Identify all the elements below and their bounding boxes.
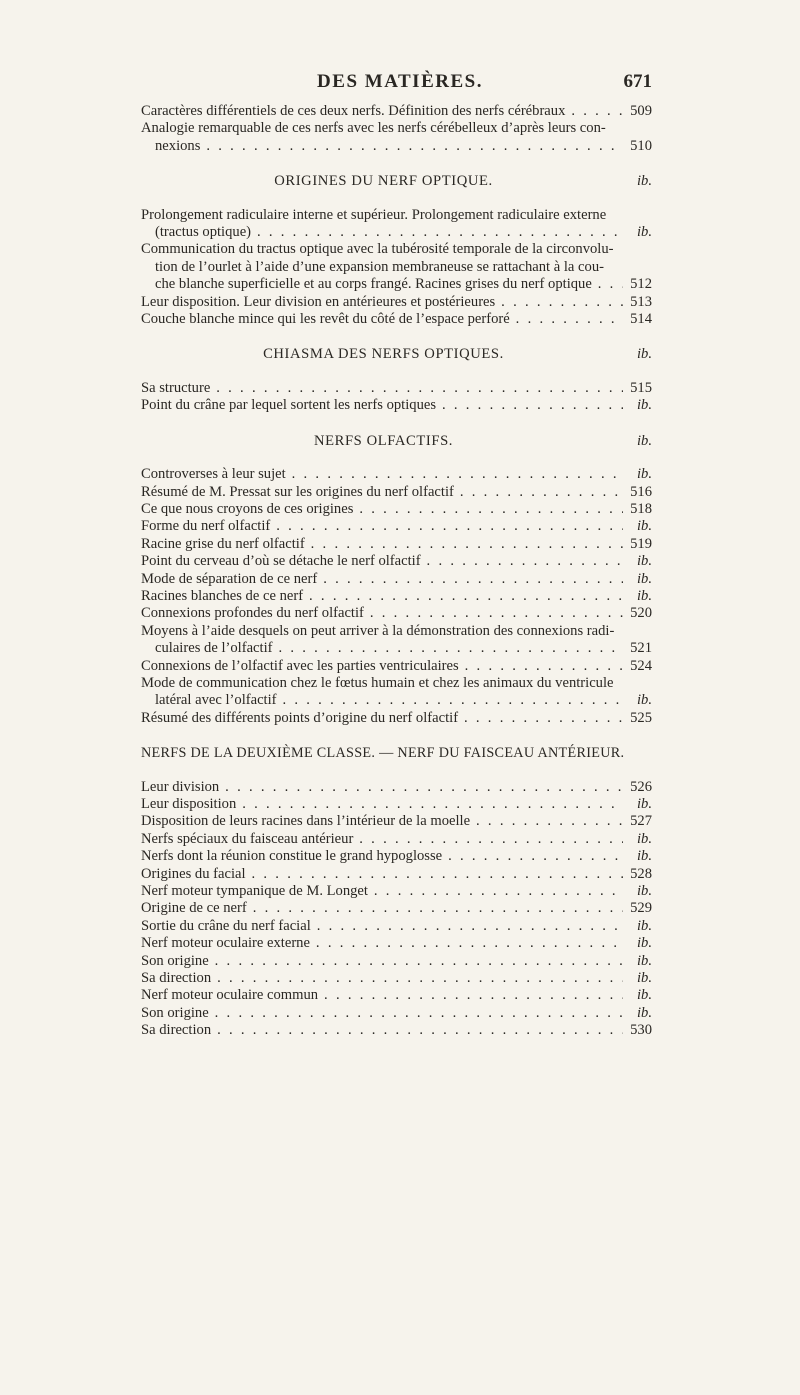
- entry-page-ref: ib.: [637, 518, 652, 535]
- toc-entry: [141, 883, 652, 900]
- entry-row: [141, 1022, 652, 1039]
- entry-text: Racines blanches de ce nerf . . .: [141, 588, 623, 605]
- entry-text: Sa direction . . .: [141, 970, 623, 987]
- toc-entry: [141, 484, 652, 501]
- entry-row: [141, 294, 652, 311]
- section-title: ORIGINES DU NERF OPTIQUE.: [274, 173, 493, 190]
- entry-text: Résumé des différents points d’origine du nerf olfactif . . .: [141, 710, 623, 727]
- entry-page-ref: 527: [630, 813, 652, 830]
- toc-entry: [141, 779, 652, 796]
- entry-page-ref: 509: [630, 103, 652, 119]
- entry-row: [141, 935, 652, 952]
- section-title: NERFS OLFACTIFS.: [313, 432, 454, 449]
- entry-page-ref: 530: [630, 1022, 652, 1039]
- toc-entry: [141, 935, 652, 952]
- running-title: DES MATIÈRES.: [317, 71, 483, 92]
- toc-entry: [141, 518, 652, 535]
- entry-text: Leur disposition. Leur division en antérieures et postérieures . . .: [141, 294, 623, 311]
- entry-text: Nerf moteur oculaire commun . . .: [141, 987, 623, 1004]
- toc-entry: [141, 466, 652, 483]
- entry-text: che blanche superficielle et au corps frangé. Racines grises du nerf optique . . .: [141, 276, 623, 293]
- entry-text: Connexions de l’olfactif avec les parties ventriculaires . . .: [141, 658, 623, 675]
- entry-page-ref: ib.: [637, 952, 652, 969]
- entry-text: Nerf moteur tympanique de M. Longet . . .: [141, 883, 623, 900]
- entry-text: nexions . . .: [141, 138, 623, 155]
- entry-row: [141, 953, 652, 970]
- entry-row: [141, 866, 652, 883]
- entry-page-ref: 513: [630, 293, 652, 310]
- toc-entry: [141, 380, 652, 397]
- entry-row: [141, 380, 652, 397]
- entry-row: [141, 987, 652, 1004]
- entry-row: [141, 311, 652, 328]
- toc-entry: [141, 970, 652, 987]
- toc-entry: [141, 900, 652, 917]
- entry-text: Sa direction . . .: [141, 1022, 623, 1039]
- running-head: [0, 71, 800, 99]
- toc-entry: [141, 588, 652, 605]
- entry-text: (tractus optique) . . .: [141, 224, 623, 241]
- entry-text: Son origine . . .: [141, 1005, 623, 1022]
- table-of-contents: [141, 103, 652, 1040]
- entry-page-ref: ib.: [637, 830, 652, 847]
- toc-entry: [141, 605, 652, 622]
- entry-text: Disposition de leurs racines dans l’intérieur de la moelle . . .: [141, 813, 623, 830]
- entry-row: [141, 397, 652, 414]
- section-page-ref: ib.: [637, 346, 652, 363]
- toc-entry: [141, 987, 652, 1004]
- entry-text: Caractères différentiels de ces deux nerfs. Définition des nerfs cérébraux . . .: [141, 103, 623, 120]
- entry-row: [141, 571, 652, 588]
- toc-entry: [141, 918, 652, 935]
- section-heading: [141, 173, 652, 190]
- entry-text: Point du cerveau d’où se détache le nerf olfactif . . .: [141, 553, 623, 570]
- entry-page-ref: ib.: [637, 1004, 652, 1021]
- entry-text: Nerfs spéciaux du faisceau antérieur . . .: [141, 831, 623, 848]
- toc-entry: [141, 120, 652, 155]
- toc-entry: [141, 536, 652, 553]
- section-page-ref: ib.: [637, 432, 652, 449]
- entry-page-ref: 510: [630, 137, 652, 154]
- entry-text: Origines du facial . . .: [141, 866, 623, 883]
- entry-text-line: tion de l’ourlet à l’aide d’une expansion membraneuse se rattachant à la cou-: [155, 258, 604, 275]
- entry-row: [141, 918, 652, 935]
- entry-text: Son origine . . .: [141, 953, 623, 970]
- toc-entry: [141, 953, 652, 970]
- entry-row: [141, 900, 652, 917]
- entry-page-ref: ib.: [637, 587, 652, 604]
- entry-page-ref: ib.: [637, 466, 652, 483]
- entry-text: Leur disposition . . .: [141, 796, 623, 813]
- section-heading: [141, 346, 652, 363]
- entry-row: [141, 103, 652, 120]
- section-title: CHIASMA DES NERFS OPTIQUES.: [263, 346, 504, 363]
- entry-text: latéral avec l’olfactif . . .: [141, 692, 623, 709]
- entry-text: Couche blanche mince qui les revêt du côté de l’espace perforé . . .: [141, 311, 623, 328]
- toc-entry: [141, 658, 652, 675]
- toc-entry: [141, 397, 652, 414]
- entry-page-ref: ib.: [637, 692, 652, 709]
- entry-page-ref: 520: [630, 605, 652, 622]
- toc-entry: [141, 241, 652, 293]
- entry-page-ref: ib.: [637, 935, 652, 952]
- entry-row: [141, 553, 652, 570]
- entry-row: [141, 779, 652, 796]
- toc-entry: [141, 710, 652, 727]
- entry-text: Leur division . . .: [141, 779, 623, 796]
- entry-text: Sortie du crâne du nerf facial . . .: [141, 918, 623, 935]
- entry-row: [141, 588, 652, 605]
- entry-row: [141, 692, 652, 709]
- entry-row: [141, 276, 652, 293]
- entry-page-ref: ib.: [637, 224, 652, 241]
- section-heading: [141, 433, 652, 450]
- entry-page-ref: 529: [630, 900, 652, 917]
- entry-page-ref: 528: [630, 865, 652, 882]
- entry-page-ref: ib.: [637, 883, 652, 900]
- entry-text: Connexions profondes du nerf olfactif . . .: [141, 605, 623, 622]
- entry-text-line: Analogie remarquable de ces nerfs avec les nerfs cérébelleux d’après leurs con-: [141, 120, 606, 137]
- entry-text: Origine de ce nerf . . .: [141, 900, 623, 917]
- entry-page-ref: ib.: [637, 570, 652, 587]
- entry-page-ref: 524: [630, 657, 652, 674]
- entry-text: Résumé de M. Pressat sur les origines du nerf olfactif . . .: [141, 484, 623, 501]
- entry-text-line: Communication du tractus optique avec la tubérosité temporale de la circonvolu-: [141, 241, 614, 258]
- toc-entry: [141, 311, 652, 328]
- toc-entry: [141, 501, 652, 518]
- entry-text: Point du crâne par lequel sortent les nerfs optiques . . .: [141, 397, 623, 414]
- entry-text: Forme du nerf olfactif . . .: [141, 518, 623, 535]
- toc-entry: [141, 1022, 652, 1039]
- entry-page-ref: 514: [630, 311, 652, 328]
- entry-page-ref: ib.: [637, 553, 652, 570]
- entry-page-ref: ib.: [637, 970, 652, 987]
- entry-row: [141, 796, 652, 813]
- entry-row: [141, 224, 652, 241]
- toc-entry: [141, 848, 652, 865]
- entry-page-ref: 518: [630, 500, 652, 517]
- page-number: 671: [623, 71, 652, 92]
- entry-row: [141, 501, 652, 518]
- entry-text: Nerf moteur oculaire externe . . .: [141, 935, 623, 952]
- entry-text-line: Prolongement radiculaire interne et supérieur. Prolongement radiculaire externe: [141, 206, 607, 223]
- entry-row: [141, 605, 652, 622]
- entry-page-ref: ib.: [637, 796, 652, 812]
- entry-page-ref: 516: [630, 483, 652, 500]
- entry-page-ref: ib.: [637, 917, 652, 934]
- entry-page-ref: 526: [630, 778, 652, 795]
- section-title: NERFS DE LA DEUXIÈME CLASSE. — NERF DU FAISCEAU ANTÉRIEUR.: [141, 745, 625, 762]
- entry-text-line: Moyens à l’aide desquels on peut arriver à la démonstration des connexions radi-: [141, 622, 615, 639]
- entry-page-ref: 519: [630, 535, 652, 552]
- entry-row: [141, 831, 652, 848]
- entry-page-ref: 512: [630, 276, 652, 293]
- entry-row: [141, 138, 652, 155]
- entry-row: [141, 484, 652, 501]
- entry-page-ref: 521: [630, 640, 652, 657]
- entry-text-line: Mode de communication chez le fœtus humain et chez les animaux du ventricule: [141, 674, 614, 691]
- entry-page-ref: ib.: [637, 848, 652, 865]
- toc-entry: [141, 866, 652, 883]
- entry-page-ref: ib.: [637, 397, 652, 414]
- toc-entry: [141, 796, 652, 813]
- entry-row: [141, 710, 652, 727]
- entry-row: [141, 883, 652, 900]
- toc-entry: [141, 813, 652, 830]
- entry-text: Racine grise du nerf olfactif . . .: [141, 536, 623, 553]
- toc-entry: [141, 675, 652, 710]
- entry-row: [141, 518, 652, 535]
- entry-row: [141, 466, 652, 483]
- entry-text: Nerfs dont la réunion constitue le grand hypoglosse . . .: [141, 848, 623, 865]
- toc-entry: [141, 1005, 652, 1022]
- entry-row: [141, 536, 652, 553]
- toc-entry: [141, 623, 652, 658]
- entry-page-ref: 525: [630, 709, 652, 726]
- entry-page-ref: ib.: [637, 987, 652, 1004]
- entry-row: [141, 813, 652, 830]
- entry-text: culaires de l’olfactif . . .: [141, 640, 623, 657]
- entry-text: Sa structure . . .: [141, 380, 623, 397]
- toc-entry: [141, 571, 652, 588]
- entry-row: [141, 848, 652, 865]
- section-heading: [141, 745, 652, 762]
- entry-row: [141, 1005, 652, 1022]
- entry-row: [141, 658, 652, 675]
- toc-entry: [141, 207, 652, 242]
- toc-entry: [141, 294, 652, 311]
- entry-text: Controverses à leur sujet . . .: [141, 466, 623, 483]
- toc-entry: [141, 553, 652, 570]
- entry-row: [141, 970, 652, 987]
- section-page-ref: ib.: [637, 173, 652, 190]
- entry-row: [141, 640, 652, 657]
- entry-page-ref: 515: [630, 379, 652, 396]
- toc-entry: [141, 103, 652, 120]
- entry-text: Ce que nous croyons de ces origines . . .: [141, 501, 623, 518]
- toc-entry: [141, 831, 652, 848]
- entry-text: Mode de séparation de ce nerf . . .: [141, 571, 623, 588]
